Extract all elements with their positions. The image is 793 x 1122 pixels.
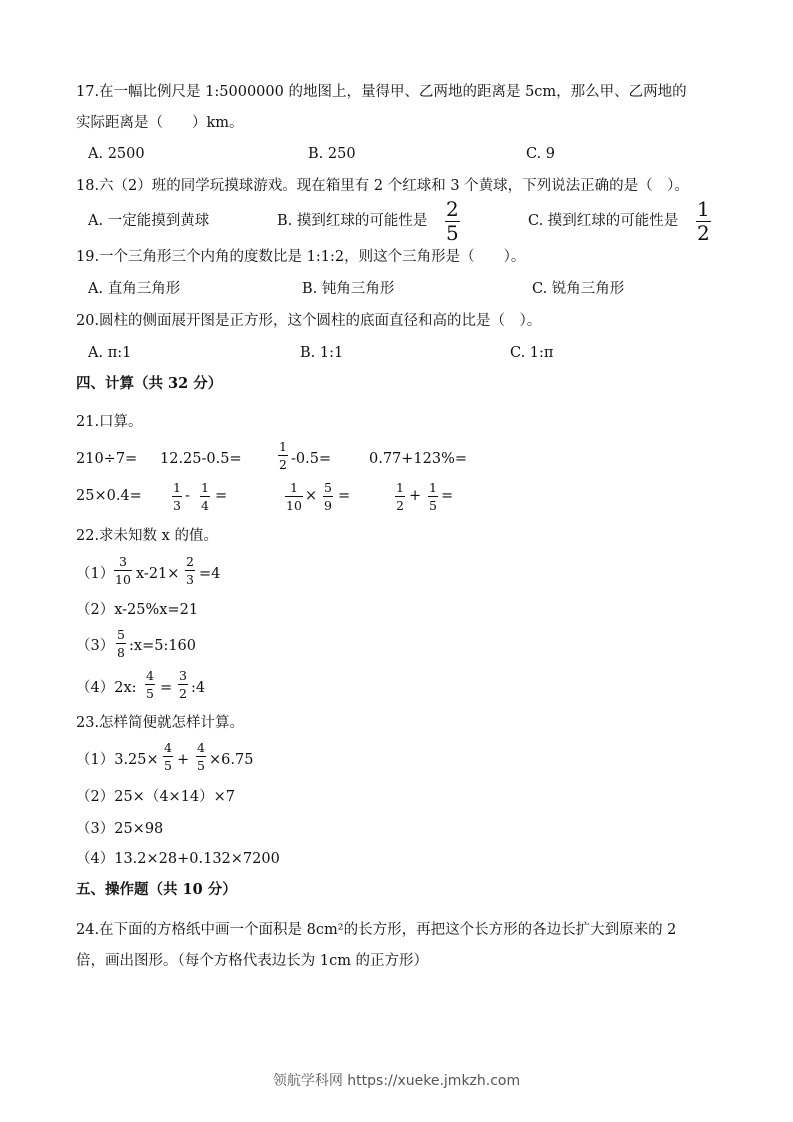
fraction-numerator: 1 bbox=[396, 480, 404, 495]
q22-part4-fraction-b bbox=[178, 668, 188, 701]
fraction-numerator: 4 bbox=[164, 740, 172, 755]
q18-option-a: A. 一定能摸到黄球 bbox=[88, 213, 210, 229]
fraction-numerator: 1 bbox=[201, 480, 209, 495]
fraction-denominator: 5 bbox=[429, 498, 437, 513]
fraction-denominator: 3 bbox=[173, 498, 181, 513]
q22-part1-fraction-a bbox=[114, 554, 132, 587]
q21-item-8-equals: = bbox=[441, 488, 454, 504]
q21-item-6-fraction-a bbox=[172, 480, 182, 513]
fraction-numerator: 1 bbox=[429, 480, 437, 495]
q21-item-3-rest: -0.5= bbox=[291, 451, 332, 467]
fraction-numerator: 5 bbox=[117, 627, 125, 642]
fraction-numerator: 1 bbox=[697, 197, 710, 221]
fraction-denominator: 5 bbox=[446, 221, 459, 245]
fraction-numerator: 3 bbox=[118, 554, 127, 569]
q22-part1-end: =4 bbox=[199, 566, 221, 582]
fraction-denominator: 9 bbox=[324, 498, 332, 513]
q19-option-b: B. 钝角三角形 bbox=[302, 281, 395, 297]
fraction-denominator: 10 bbox=[286, 498, 302, 513]
fraction-denominator: 5 bbox=[146, 686, 154, 701]
q23-part1-fraction-b bbox=[196, 740, 206, 773]
fraction-numerator: 2 bbox=[446, 197, 459, 221]
q21-item-6-fraction-b bbox=[200, 480, 210, 513]
q22-title: 22.求未知数 x 的值。 bbox=[76, 528, 218, 544]
fraction-numerator: 4 bbox=[197, 740, 205, 755]
q21-item-7-equals: = bbox=[338, 488, 351, 504]
q18-option-c-fraction bbox=[696, 199, 711, 244]
q21-item-7-fraction-b bbox=[323, 480, 333, 513]
q23-part1-label: （1）3.25× bbox=[76, 752, 159, 768]
q18-stem: 18.六（2）班的同学玩摸球游戏。现在箱里有 2 个红球和 3 个黄球，下列说法正确的是（ ）。 bbox=[76, 178, 689, 194]
fraction-denominator: 3 bbox=[186, 572, 194, 587]
q23-part2: （2）25×（4×14）×7 bbox=[76, 789, 236, 805]
fraction-numerator: 1 bbox=[173, 480, 181, 495]
q21-item-4: 0.77+123%= bbox=[369, 451, 468, 467]
q22-part1-middle: x-21× bbox=[136, 566, 180, 582]
q22-part3-end: :x=5:160 bbox=[129, 638, 196, 654]
section-four-heading: 四、计算（共 32 分） bbox=[76, 375, 223, 392]
q22-part4-end: :4 bbox=[191, 680, 206, 696]
q21-item-6-operator: - bbox=[185, 488, 190, 504]
q17-stem-line2: 实际距离是（ ）km。 bbox=[76, 115, 244, 131]
q23-part1-middle: + bbox=[177, 752, 190, 768]
fraction-denominator: 4 bbox=[201, 498, 209, 513]
q21-item-5: 25×0.4= bbox=[76, 488, 142, 504]
q18-option-b-fraction bbox=[445, 199, 460, 244]
q17-option-c: C. 9 bbox=[526, 146, 556, 162]
q21-item-2: 12.25-0.5= bbox=[160, 451, 242, 467]
q23-part4: （4）13.2×28+0.132×7200 bbox=[76, 851, 280, 867]
fraction-numerator: 2 bbox=[186, 554, 194, 569]
q23-part3: （3）25×98 bbox=[76, 821, 164, 837]
fraction-denominator: 2 bbox=[179, 686, 187, 701]
fraction-numerator: 1 bbox=[289, 480, 298, 495]
q24-stem-line1: 24.在下面的方格纸中画一个面积是 8cm²的长方形，再把这个长方形的各边长扩大到原来的 2 bbox=[76, 922, 677, 938]
q22-part4-fraction-a bbox=[145, 668, 155, 701]
q21-title: 21.口算。 bbox=[76, 414, 143, 430]
q19-option-c: C. 锐角三角形 bbox=[532, 281, 625, 297]
q22-part4-label: （4）2x: bbox=[76, 680, 137, 696]
page-footer-watermark: 领航学科网 https://xueke.jmkzh.com bbox=[272, 1073, 521, 1089]
q22-part1-fraction-b bbox=[185, 554, 195, 587]
q22-part1-label: （1） bbox=[76, 566, 115, 582]
q22-part3-label: （3） bbox=[76, 638, 115, 654]
section-five-heading: 五、操作题（共 10 分） bbox=[76, 881, 237, 898]
fraction-denominator: 5 bbox=[197, 758, 205, 773]
q23-part1-end: ×6.75 bbox=[209, 752, 254, 768]
q20-stem: 20.圆柱的侧面展开图是正方形，这个圆柱的底面直径和高的比是（ ）。 bbox=[76, 313, 542, 329]
q21-item-3-fraction bbox=[278, 439, 288, 472]
q22-part2: （2）x-25%x=21 bbox=[76, 602, 199, 618]
q21-item-8-fraction-b bbox=[428, 480, 438, 513]
q22-part4-middle: = bbox=[160, 680, 173, 696]
q19-stem: 19.一个三角形三个内角的度数比是 1:1:2，则这个三角形是（ ）。 bbox=[76, 249, 526, 265]
fraction-numerator: 3 bbox=[179, 668, 187, 683]
fraction-denominator: 5 bbox=[164, 758, 172, 773]
q21-item-8-operator: + bbox=[409, 488, 422, 504]
fraction-denominator: 2 bbox=[396, 498, 404, 513]
q20-option-c: C. 1:π bbox=[510, 345, 554, 361]
q21-item-6-equals: = bbox=[215, 488, 228, 504]
q18-option-b: B. 摸到红球的可能性是 bbox=[277, 213, 428, 229]
fraction-numerator: 4 bbox=[146, 668, 154, 683]
q21-item-1: 210÷7= bbox=[76, 451, 138, 467]
q17-stem-line1: 17.在一幅比例尺是 1:5000000 的地图上，量得甲、乙两地的距离是 5cm，那么甲、乙两地的 bbox=[76, 84, 687, 100]
fraction-denominator: 8 bbox=[117, 645, 125, 660]
q21-item-8-fraction-a bbox=[395, 480, 405, 513]
q21-item-7-fraction-a bbox=[285, 480, 303, 513]
q23-part1-fraction-a bbox=[163, 740, 173, 773]
fraction-denominator: 10 bbox=[115, 572, 131, 587]
q17-option-b: B. 250 bbox=[308, 146, 356, 162]
q24-stem-line2: 倍，画出图形。（每个方格代表边长为 1cm 的正方形） bbox=[76, 953, 429, 969]
q20-option-a: A. π:1 bbox=[88, 345, 132, 361]
q23-title: 23.怎样简便就怎样计算。 bbox=[76, 715, 245, 731]
fraction-denominator: 2 bbox=[697, 221, 710, 245]
q19-option-a: A. 直角三角形 bbox=[88, 281, 181, 297]
q20-option-b: B. 1:1 bbox=[300, 345, 344, 361]
q22-part3-fraction bbox=[116, 627, 126, 660]
fraction-numerator: 1 bbox=[279, 439, 287, 454]
q17-option-a: A. 2500 bbox=[88, 146, 145, 162]
fraction-denominator: 2 bbox=[279, 457, 287, 472]
q18-option-c: C. 摸到红球的可能性是 bbox=[528, 213, 679, 229]
fraction-numerator: 5 bbox=[324, 480, 332, 495]
q21-item-7-operator: × bbox=[305, 488, 318, 504]
